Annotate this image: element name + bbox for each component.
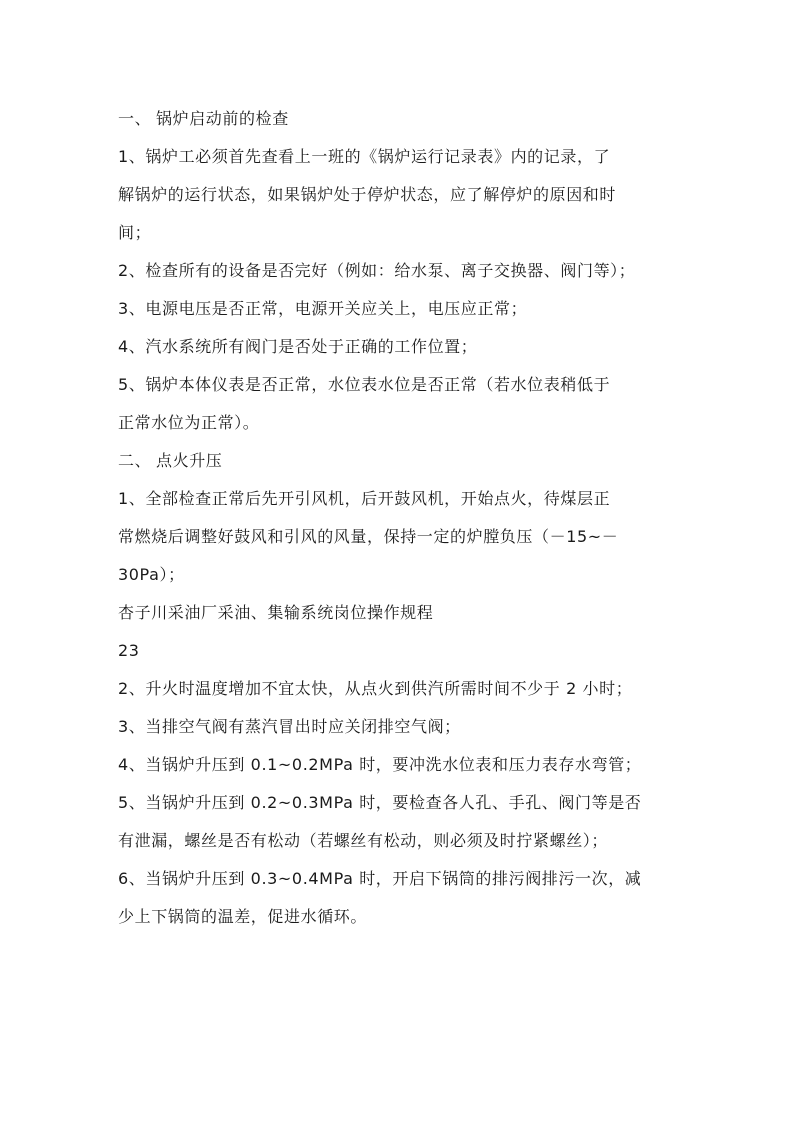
section-number: 一、 xyxy=(118,109,152,128)
paragraph-line: 4、汽水系统所有阀门是否处于正确的工作位置； xyxy=(118,337,478,356)
paragraph-line: 3、当排空气阀有蒸汽冒出时应关闭排空气阀； xyxy=(118,717,461,736)
paragraph-line: 30Pa）； xyxy=(118,565,185,584)
section-heading-2 xyxy=(118,442,678,480)
section-heading-1 xyxy=(118,100,678,138)
paragraph-line: 正常水位为正常）。 xyxy=(118,413,260,432)
paragraph-line: 3、电源电压是否正常，电源开关应关上，电压应正常； xyxy=(118,299,528,318)
paragraph-line: 1、锅炉工必须首先查看上一班的《锅炉运行记录表》内的记录，了 xyxy=(118,147,611,166)
paragraph-line: 2、检查所有的设备是否完好（例如：给水泵、离子交换器、阀门等）； xyxy=(118,261,636,280)
paragraph-line: 间； xyxy=(118,223,152,242)
paragraph-line: 解锅炉的运行状态，如果锅炉处于停炉状态，应了解停炉的原因和时 xyxy=(118,185,617,204)
document-page xyxy=(118,100,678,936)
paragraph-line: 5、锅炉本体仪表是否正常，水位表水位是否正常（若水位表稍低于 xyxy=(118,375,611,394)
paragraph-line: 常燃烧后调整好鼓风和引风的风量，保持一定的炉膛负压（－15~－ xyxy=(118,527,619,546)
section-title: 点火升压 xyxy=(156,451,223,470)
paragraph-line: 少上下锅筒的温差，促进水循环。 xyxy=(118,907,368,926)
paragraph-line: 5、当锅炉升压到 0.2~0.3MPa 时，要检查各人孔、手孔、阀门等是否 xyxy=(118,793,642,812)
paragraph-line: 有泄漏，螺丝是否有松动（若螺丝有松动，则必须及时拧紧螺丝）； xyxy=(118,831,609,850)
paragraph-line: 2、升火时温度增加不宜太快，从点火到供汽所需时间不少于 2 小时； xyxy=(118,679,633,698)
paragraph-line: 6、当锅炉升压到 0.3~0.4MPa 时，开启下锅筒的排污阀排污一次，减 xyxy=(118,869,642,888)
page-number: 23 xyxy=(118,641,140,660)
paragraph-line: 4、当锅炉升压到 0.1~0.2MPa 时，要冲洗水位表和压力表存水弯管； xyxy=(118,755,642,774)
section-title: 锅炉启动前的检查 xyxy=(156,109,289,128)
paragraph-line: 1、全部检查正常后先开引风机，后开鼓风机，开始点火，待煤层正 xyxy=(118,489,611,508)
section-number: 二、 xyxy=(118,451,152,470)
running-footer: 杏子川采油厂采油、集输系统岗位操作规程 xyxy=(118,603,434,622)
